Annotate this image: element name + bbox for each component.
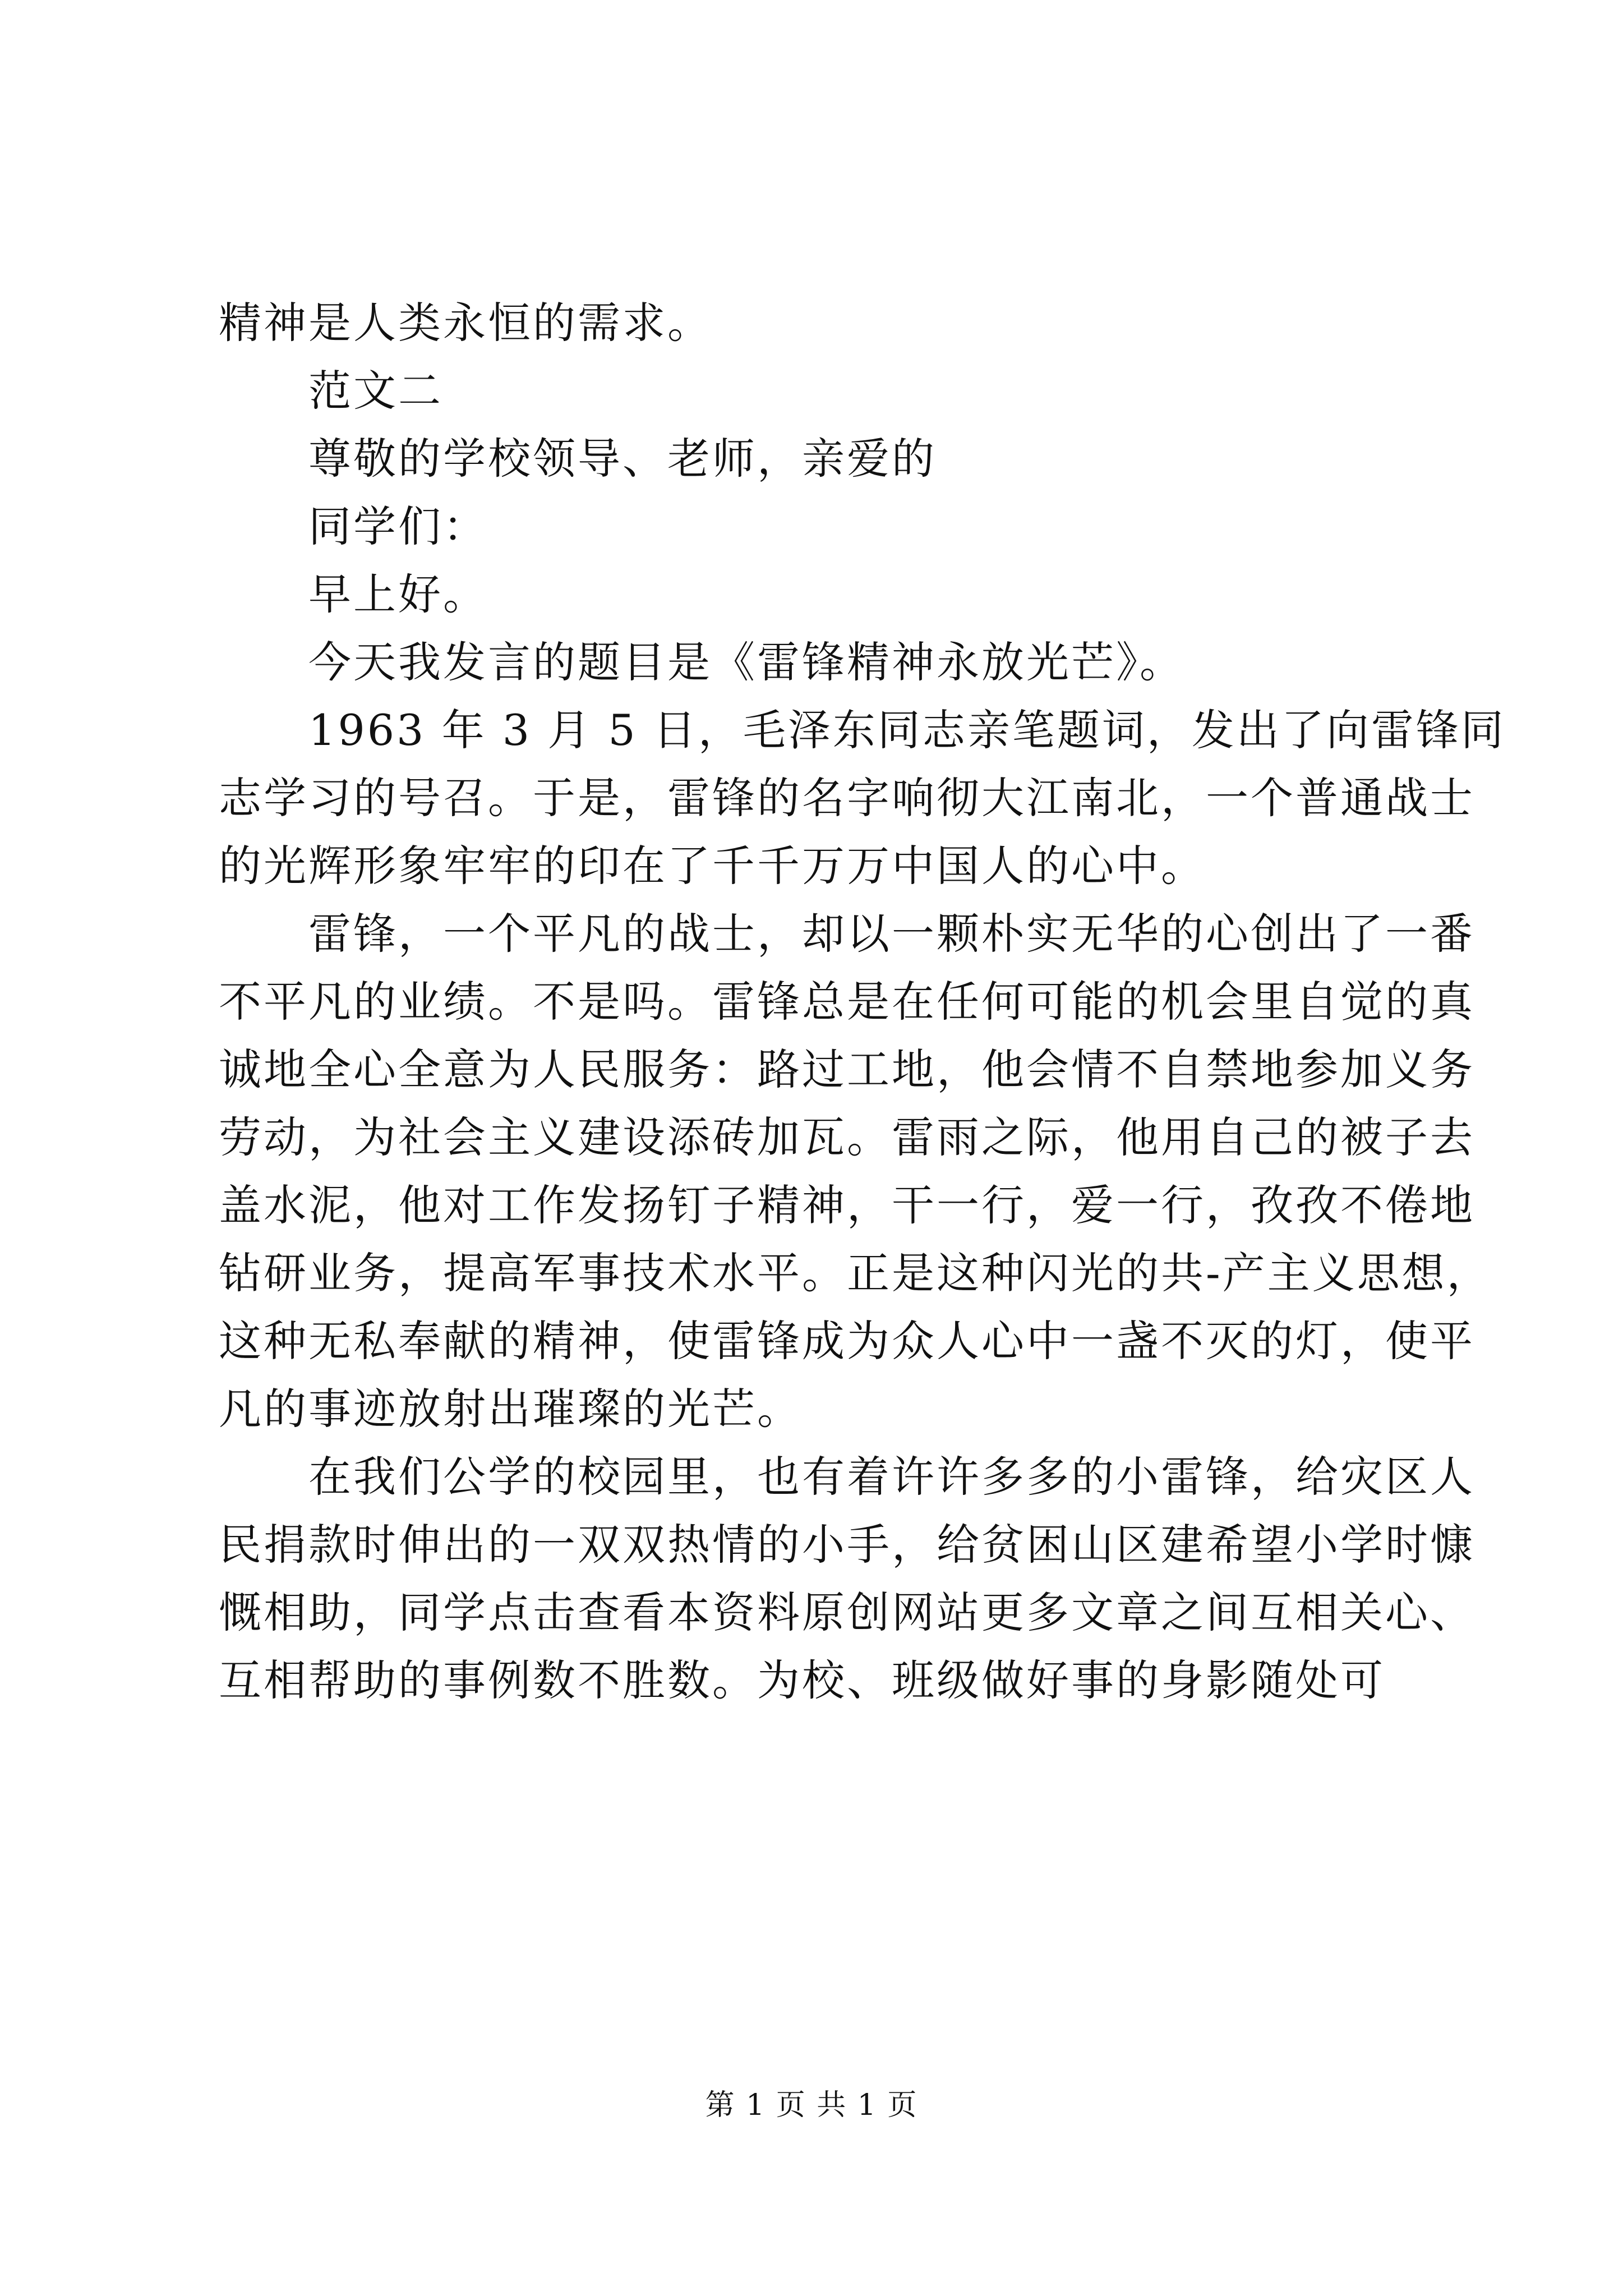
text-line: 早上好。 bbox=[308, 569, 488, 619]
text-line: 1963 年 3 月 5 日，毛泽东同志亲笔题词，发出了向雷锋同 bbox=[308, 705, 1506, 755]
text-line: 精神是人类永恒的需求。 bbox=[219, 298, 712, 348]
text-line: 互相帮助的事例数不胜数。为校、班级做好事的身影随处可 bbox=[219, 1655, 1385, 1705]
text-line: 的光辉形象牢牢的印在了千千万万中国人的心中。 bbox=[219, 841, 1206, 891]
page-footer bbox=[0, 2086, 1623, 2125]
text-line: 尊敬的学校领导、老师，亲爱的 bbox=[308, 434, 937, 484]
page-number-label: 第 1 页 共 1 页 bbox=[705, 2088, 918, 2122]
text-line: 劳动，为社会主义建设添砖加瓦。雷雨之际，他用自己的被子去 bbox=[219, 1112, 1475, 1162]
text-line: 范文二 bbox=[308, 366, 443, 416]
text-line: 志学习的号召。于是，雷锋的名字响彻大江南北，一个普通战士 bbox=[219, 773, 1475, 823]
text-line: 诚地全心全意为人民服务：路过工地，他会情不自禁地参加义务 bbox=[219, 1045, 1475, 1094]
text-line: 今天我发言的题目是《雷锋精神永放光芒》。 bbox=[308, 637, 1184, 687]
text-line: 同学们： bbox=[308, 501, 488, 551]
text-line: 民捐款时伸出的一双双热情的小手，给贫困山区建希望小学时慷 bbox=[219, 1520, 1475, 1570]
text-line: 在我们公学的校园里，也有着许许多多的小雷锋，给灾区人 bbox=[308, 1452, 1475, 1502]
text-line: 这种无私奉献的精神，使雷锋成为众人心中一盏不灭的灯，使平 bbox=[219, 1316, 1475, 1366]
text-line: 盖水泥，他对工作发扬钉子精神，干一行，爱一行，孜孜不倦地 bbox=[219, 1180, 1475, 1230]
text-line: 不平凡的业绩。不是吗。雷锋总是在任何可能的机会里自觉的真 bbox=[219, 977, 1475, 1027]
document-body bbox=[219, 289, 1506, 1714]
text-line: 凡的事迹放射出璀璨的光芒。 bbox=[219, 1384, 802, 1434]
text-line: 钻研业务，提高军事技术水平。正是这种闪光的共-产主义思想， bbox=[219, 1248, 1492, 1298]
text-line: 慨相助，同学点击查看本资料原创网站更多文章之间互相关心、 bbox=[219, 1588, 1475, 1637]
text-line: 雷锋，一个平凡的战士，却以一颗朴实无华的心创出了一番 bbox=[308, 909, 1475, 959]
